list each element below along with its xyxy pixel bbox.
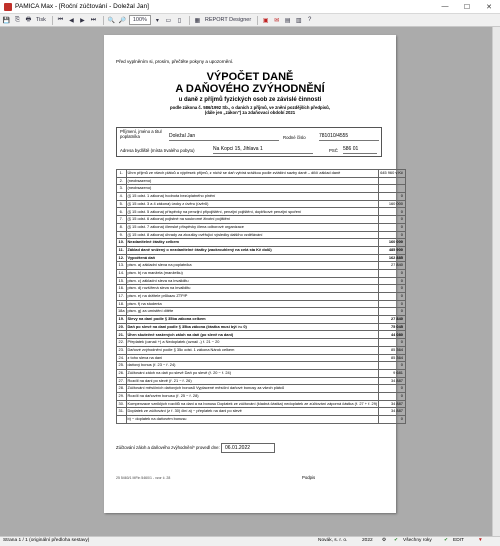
name-label: Příjmení, jméno a titul poplatníka bbox=[120, 129, 162, 139]
all-years-label[interactable]: Všechny roky bbox=[403, 538, 432, 543]
row-number: 15. bbox=[117, 277, 127, 285]
row-label: Přeplatek (označ +) a Nedoplatek (označ -) ř. 21 − 20 bbox=[126, 339, 379, 347]
year-select[interactable]: 2022 bbox=[362, 538, 373, 543]
row-value: 85 364 bbox=[379, 346, 406, 354]
row-label: (§ 15 odst. 5 zákona) příspěvky na penzijní připojištění, penzijní pojištění, doplňkové penzijní spoření bbox=[126, 208, 379, 216]
row-value: 0 bbox=[379, 392, 406, 400]
rc-value: 781010/4555 bbox=[319, 134, 379, 141]
name-value: Doležal Jan bbox=[169, 134, 279, 141]
row-value: 34 887 bbox=[379, 377, 406, 385]
row-value bbox=[379, 185, 406, 193]
row-label: (neobsazeno) bbox=[126, 185, 379, 193]
filter-icon[interactable]: ▼ bbox=[478, 538, 483, 543]
table-row bbox=[117, 262, 406, 270]
row-value: 0 bbox=[379, 308, 406, 316]
mail-icon[interactable]: ✉ bbox=[274, 17, 280, 24]
row-number: 31. bbox=[117, 408, 127, 416]
row-label: (§ 15 odst. 6 zákona) pojistné na soukromé životní pojištění bbox=[126, 216, 379, 224]
excel-icon[interactable]: ▤ bbox=[284, 17, 291, 24]
table-row bbox=[117, 316, 406, 324]
first-page-icon[interactable]: ⏮ bbox=[57, 16, 64, 23]
row-label: z toho sleva na dani bbox=[126, 354, 379, 362]
table-row bbox=[117, 231, 406, 239]
law-line-2: (dále jen „zákon") za zdaňovací období 2021 bbox=[204, 110, 296, 115]
zoom-out-icon[interactable]: 🔍 bbox=[107, 17, 116, 24]
row-value: 9 681 bbox=[379, 369, 406, 377]
fit-page-icon[interactable]: ▭ bbox=[165, 17, 172, 24]
row-label: Doplatek ze zúčtování (z ř. 30) činí a) − přeplatek na dani po slevě bbox=[126, 408, 379, 416]
row-label: pism. f) na studenta bbox=[126, 300, 379, 308]
row-value bbox=[379, 177, 406, 185]
intro-text: Před vyplněním si, prosím, přečtěte pokyny a upozornění. bbox=[116, 59, 234, 64]
row-value: 27 840 bbox=[379, 262, 406, 270]
row-label: pism. a) základní sleva na poplatníka bbox=[126, 262, 379, 270]
minimize-button[interactable]: — bbox=[441, 3, 449, 10]
row-value: 75 045 bbox=[379, 323, 406, 331]
row-label: Vypočtená daň bbox=[126, 254, 379, 262]
save-icon[interactable]: 💾 bbox=[2, 17, 11, 24]
help-icon[interactable]: ? bbox=[307, 17, 312, 23]
table-row bbox=[117, 331, 406, 339]
row-label: Úhrn příjmů ze všech plátců a výpřesek příjmů, z nichž se daň vybírá srážkou podle zvláštní sazby daně – dílčí základ daně bbox=[126, 170, 379, 178]
row-label: pism. g) za umístění dítěte bbox=[126, 308, 379, 316]
table-row bbox=[117, 170, 406, 178]
table-row bbox=[117, 285, 406, 293]
page-info: Strana 1 / 1 (originální předloha sestavy) bbox=[3, 538, 90, 543]
row-value: 160 000 bbox=[379, 200, 406, 208]
row-number bbox=[117, 416, 127, 424]
row-label: Daňové zvýhodnění podle § 35c odst. 1 zákona Nárok celkem bbox=[126, 346, 379, 354]
row-value: 0 bbox=[379, 285, 406, 293]
row-value: 0 bbox=[379, 269, 406, 277]
row-value: 0 bbox=[379, 300, 406, 308]
row-value: 0 bbox=[379, 362, 406, 370]
fit-width-icon[interactable]: ▯ bbox=[177, 17, 182, 24]
row-number: 3. bbox=[117, 185, 127, 193]
row-number: 11. bbox=[117, 246, 127, 254]
row-number: 19. bbox=[117, 316, 127, 324]
row-label: (§ 15 odst. 1 zákona) hodnota bezúplatného plnění bbox=[126, 193, 379, 201]
row-number: 20. bbox=[117, 323, 127, 331]
table-row bbox=[117, 177, 406, 185]
row-number: 21. bbox=[117, 331, 127, 339]
row-label: b) − doplatek na daňovém bonusu bbox=[126, 416, 379, 424]
row-value: 485 900 bbox=[379, 246, 406, 254]
row-label: Zúčtování měsíčních daňových bonusů Vyplacené měsíční daňové bonusy za všech plátců bbox=[126, 385, 379, 393]
row-number: 22. bbox=[117, 339, 127, 347]
table-row bbox=[117, 369, 406, 377]
taxpayer-box bbox=[116, 127, 382, 157]
table-row bbox=[117, 223, 406, 231]
row-label: Daň po slevě na dani podle § 35ba zákona (částka musí být >= 0) bbox=[126, 323, 379, 331]
pdf-icon[interactable]: ▣ bbox=[262, 17, 269, 24]
row-value: 0 bbox=[379, 193, 406, 201]
row-value: 34 887 bbox=[379, 400, 406, 408]
status-bar bbox=[0, 536, 500, 546]
row-number: 1. bbox=[117, 170, 127, 178]
row-number: 6. bbox=[117, 208, 127, 216]
table-row bbox=[117, 323, 406, 331]
row-value: 0 bbox=[379, 216, 406, 224]
page-subtitle: u daně z příjmů fyzických osob ze závislé činnosti bbox=[178, 97, 322, 103]
row-number: 26. bbox=[117, 369, 127, 377]
row-label: Slevy na dani podle § 35ba zákona celkem bbox=[126, 316, 379, 324]
row-value: 34 887 bbox=[379, 408, 406, 416]
row-number: 2. bbox=[117, 177, 127, 185]
toolbar-separator bbox=[103, 16, 104, 25]
form-code: 25 5460/1 MFin 5460/1 - vzor č. 28 bbox=[116, 476, 171, 480]
check-icon: ✔ bbox=[394, 538, 399, 543]
table-row bbox=[117, 293, 406, 301]
table-row bbox=[117, 308, 406, 316]
row-value: 645 960 v Kč bbox=[379, 170, 406, 178]
report-designer-icon[interactable]: ▦ bbox=[194, 17, 201, 24]
table-row bbox=[117, 185, 406, 193]
table-row bbox=[117, 416, 406, 424]
address-label: Adresa bydliště (místa trvalého pobytu) bbox=[120, 148, 195, 153]
table-row bbox=[117, 254, 406, 262]
check-icon: ✔ bbox=[444, 538, 449, 543]
row-value: 0 bbox=[379, 385, 406, 393]
table-row bbox=[117, 354, 406, 362]
row-number: 18. bbox=[117, 300, 127, 308]
signature-label: Podpis bbox=[302, 475, 316, 480]
row-number: 13. bbox=[117, 262, 127, 270]
row-number: 10. bbox=[117, 239, 127, 247]
row-label: (§ 15 odst. 3 a 4 zákona) úroky z úvěru (úvěrů) bbox=[126, 200, 379, 208]
export-icon[interactable]: ⎘ bbox=[15, 16, 20, 23]
row-number: 18a bbox=[117, 308, 127, 316]
row-label: (neobsazeno) bbox=[126, 177, 379, 185]
row-number: 27. bbox=[117, 377, 127, 385]
chevron-down-icon[interactable]: ▾ bbox=[155, 17, 159, 24]
row-label: Nezdanitelné částky celkem bbox=[126, 239, 379, 247]
row-label: (§ 15 odst. 8 zákona) úhrady za zkoušky ověřující výsledky dalšího vzdělávání bbox=[126, 231, 379, 239]
zoom-in-icon[interactable]: 🔎 bbox=[118, 17, 127, 24]
row-label: (§ 15 odst. 7 zákona) členské příspěvky člena odborové organizace bbox=[126, 223, 379, 231]
table-row bbox=[117, 269, 406, 277]
table-row bbox=[117, 385, 406, 393]
report-page bbox=[104, 35, 403, 513]
gear-icon[interactable]: ⚙ bbox=[382, 538, 387, 543]
toolbar-separator bbox=[257, 16, 258, 25]
title-bar bbox=[0, 0, 500, 14]
table-row bbox=[117, 339, 406, 347]
window-title: PAMICA Max - [Roční zúčtování - Doležal Jan] bbox=[15, 3, 149, 10]
page-title-2: A DAŇOVÉHO ZVÝHODNĚNÍ bbox=[175, 83, 325, 95]
row-number: 8. bbox=[117, 223, 127, 231]
table-row bbox=[117, 200, 406, 208]
table-row bbox=[117, 300, 406, 308]
table-row bbox=[117, 193, 406, 201]
psc-value: 586 01 bbox=[343, 147, 377, 154]
table-row bbox=[117, 208, 406, 216]
table-row bbox=[117, 408, 406, 416]
zoom-select[interactable]: 100% bbox=[129, 15, 151, 25]
row-number: 24. bbox=[117, 354, 127, 362]
row-value: 0 bbox=[379, 208, 406, 216]
row-value: 162 885 bbox=[379, 254, 406, 262]
footer-label: Zúčtování záloh a daňového zvýhodnění* provedl dne: bbox=[116, 445, 220, 450]
row-value: 0 bbox=[379, 339, 406, 347]
row-label: Rozdíl na daňovém bonusu (ř. 25 − ř. 28) bbox=[126, 392, 379, 400]
rc-label: Rodné číslo bbox=[283, 135, 306, 140]
print-button[interactable]: Tisk bbox=[36, 17, 46, 23]
print-icon[interactable]: 🖶 bbox=[25, 17, 32, 23]
row-label: Kompenzace vzniklých rozdílů na dani a na bonusu Doplatek ze zúčtování (kladná částka) nedoplatek ze zúčtování záporná částka (ř. 27 + ř. 29) bbox=[126, 400, 379, 408]
row-label: pism. d) rozšířená sleva na invaliditu bbox=[126, 285, 379, 293]
table-row bbox=[117, 216, 406, 224]
maximize-button[interactable]: ☐ bbox=[463, 3, 471, 11]
row-label: pism. b) na manžela (manželku) bbox=[126, 269, 379, 277]
report-designer-button[interactable]: REPORT Designer bbox=[204, 17, 252, 23]
row-number: 23. bbox=[117, 346, 127, 354]
row-number: 17. bbox=[117, 293, 127, 301]
page-title: VÝPOČET DANĚ bbox=[206, 71, 294, 83]
row-label: Zúčtování záloh na daň po slevě Daň po slevě (ř. 20 − ř. 24) bbox=[126, 369, 379, 377]
vertical-scrollbar[interactable] bbox=[492, 27, 500, 536]
row-label: daňový bonus (ř. 23 − ř. 24) bbox=[126, 362, 379, 370]
table-row bbox=[117, 246, 406, 254]
last-page-icon[interactable]: ⏭ bbox=[90, 16, 97, 23]
row-value: 0 bbox=[379, 231, 406, 239]
row-value: 0 bbox=[379, 223, 406, 231]
toolbar-separator bbox=[52, 16, 53, 25]
row-number: 25. bbox=[117, 362, 127, 370]
row-value: 44 080 bbox=[379, 331, 406, 339]
row-number: 5. bbox=[117, 200, 127, 208]
row-value: 0 bbox=[379, 293, 406, 301]
row-number: 30. bbox=[117, 400, 127, 408]
row-number: 7. bbox=[117, 216, 127, 224]
row-value: 0 bbox=[379, 416, 406, 424]
row-label: Základ daně snížený o nezdanitelné částky (zaokrouhlený na celá sta Kč dolů) bbox=[126, 246, 379, 254]
row-value: 0 bbox=[379, 277, 406, 285]
table-row bbox=[117, 239, 406, 247]
table-row bbox=[117, 377, 406, 385]
table-row bbox=[117, 400, 406, 408]
row-number: 14. bbox=[117, 269, 127, 277]
row-number: 9. bbox=[117, 231, 127, 239]
table-row bbox=[117, 346, 406, 354]
psc-label: PSČ bbox=[329, 148, 338, 153]
table-row bbox=[117, 277, 406, 285]
row-label: Úhrn skutečně sražených záloh na daň (po slevě na dani) bbox=[126, 331, 379, 339]
row-number: 16. bbox=[117, 285, 127, 293]
next-page-icon[interactable]: ▶ bbox=[80, 17, 85, 24]
table-row bbox=[117, 362, 406, 370]
row-value: 85 364 bbox=[379, 354, 406, 362]
word-icon[interactable]: ▥ bbox=[295, 17, 302, 24]
address-value: Na Kopci 15, Jihlava 1 bbox=[213, 147, 313, 154]
row-number: 29. bbox=[117, 392, 127, 400]
app-logo-icon bbox=[4, 3, 12, 11]
edit-mode-label[interactable]: EDIT bbox=[453, 538, 464, 543]
toolbar-separator bbox=[189, 16, 190, 25]
row-value: 27 840 bbox=[379, 316, 406, 324]
row-label: Rozdíl na dani po slevě (ř. 21 − ř. 26) bbox=[126, 377, 379, 385]
tax-calculation-table bbox=[116, 169, 406, 424]
row-value: 160 000 bbox=[379, 239, 406, 247]
row-number: 12. bbox=[117, 254, 127, 262]
row-label: pism. e) na držitele průkazu ZTP/P bbox=[126, 293, 379, 301]
row-label: pism. c) základní sleva na invaliditu bbox=[126, 277, 379, 285]
footer-date: 06.01.2022 bbox=[221, 443, 275, 453]
row-number: 28. bbox=[117, 385, 127, 393]
company-name[interactable]: Novák, s. r. o. bbox=[318, 538, 348, 543]
toolbar bbox=[0, 14, 500, 27]
row-number: 4. bbox=[117, 193, 127, 201]
law-line-1: podle zákona č. 586/1992 Sb., o daních z příjmů, ve znění pozdějších předpisů, bbox=[170, 105, 330, 110]
prev-page-icon[interactable]: ◀ bbox=[69, 17, 74, 24]
close-button[interactable]: ✕ bbox=[486, 3, 492, 11]
table-row bbox=[117, 392, 406, 400]
